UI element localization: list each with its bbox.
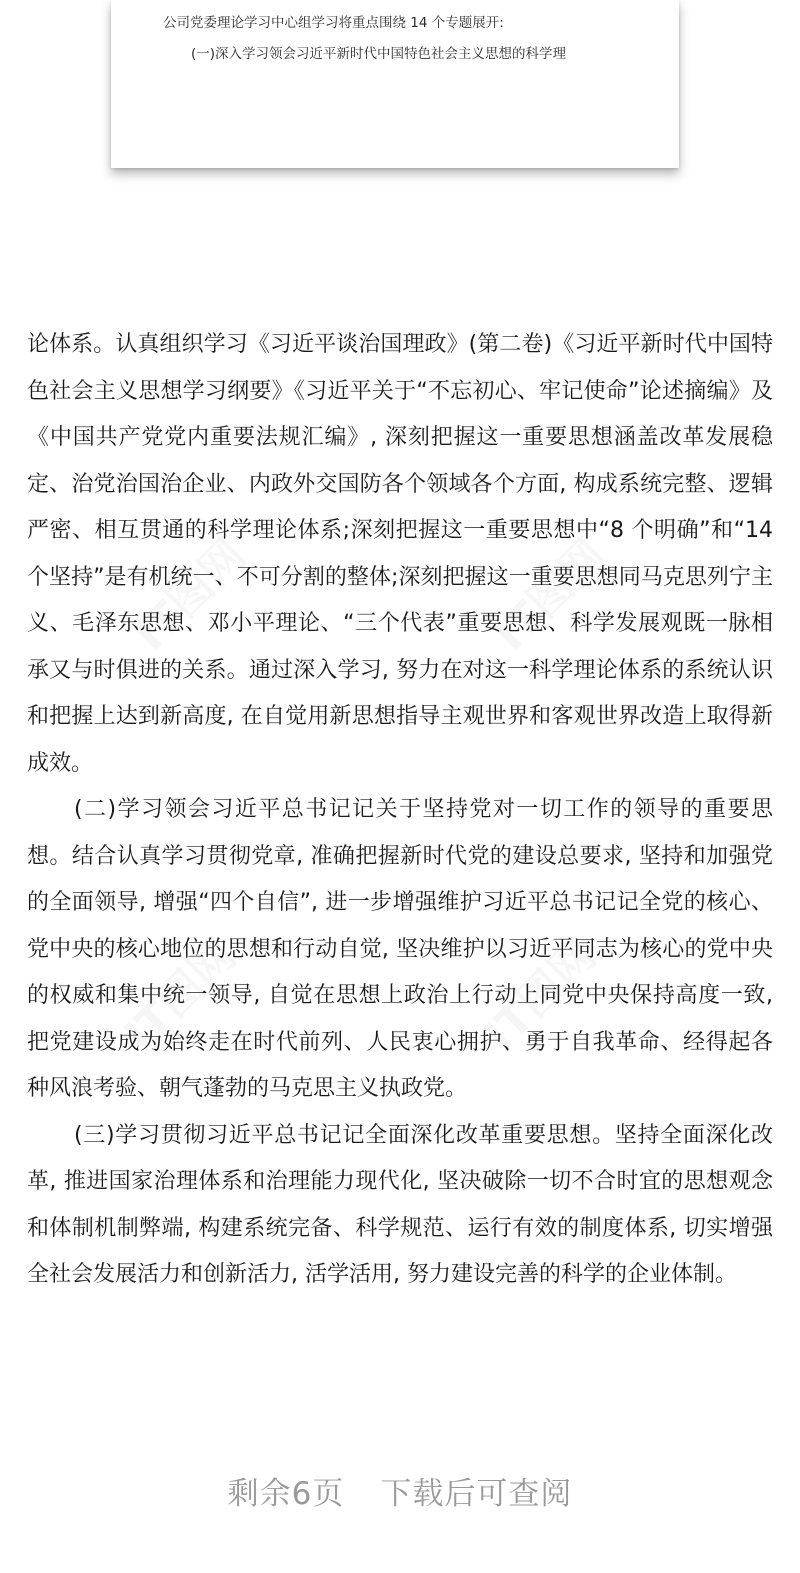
remaining-pages-label: 剩余6页	[227, 1475, 345, 1512]
preview-page-card	[111, 0, 679, 168]
preview-line-1: 公司党委理论学习中心组学习将重点围绕 14 个专题展开:	[163, 15, 504, 31]
download-to-view-link[interactable]: 下载后可查阅	[380, 1475, 573, 1512]
paragraph-2: (二)学习领会习近平总书记记关于坚持党对一切工作的领导的重要思想。结合认真学习贯彻党章, 准确把握新时代党的建设总要求, 坚持和加强党的全面领导, 增强“四个自信”, 进一步增强维护习近平总书记记全党的核心、党中央的核心地位的思想和行动自觉, 坚决维护以习近平同志为核心的党中央的权威和集中统一领导, 自觉在思想上政治上行动上同党中央保持高度一致, 把党建设成为始终走在时代前列、人民衷心拥护、勇于自我革命、经得起各种风浪考验、朝气蓬勃的马克思主义执政党。	[27, 797, 773, 1101]
paragraph-1: 论体系。认真组织学习《习近平谈治国理政》(第二卷)《习近平新时代中国特色社会主义思想学习纲要》《习近平关于“不忘初心、牢记使命”论述摘编》及《中国共产党党内重要法规汇编》, 深刻把握这一重要思想涵盖改革发展稳定、治党治国治企业、内政外交国防各个领域各个方面, 构成系统完整、逻辑严密、相互贯通的科学理论体系;深刻把握这一重要思想中“8 个明确”和“14 个坚持”是有机统一、不可分割的整体;深刻把握这一重要思想同马克思列宁主义、毛泽东思想、邓小平理论、“三个代表”重要思想、科学发展观既一脉相承又与时俱进的关系。通过深入学习, 努力在对这一科学理论体系的系统认识和把握上达到新高度, 在自觉用新思想指导主观世界和客观世界改造上取得新成效。	[27, 332, 773, 776]
preview-line-2: (一)深入学习领会习近平新时代中国特色社会主义思想的科学理	[191, 46, 567, 62]
paragraph-3: (三)学习贯彻习近平总书记记全面深化改革重要思想。坚持全面深化改革, 推进国家治理体系和治理能力现代化, 坚决破除一切不合时宜的思想观念和体制机制弊端, 构建系统完备、科学规范、运行有效的制度体系, 切实增强全社会发展活力和创新活力, 活学活用, 努力建设完善的科学的企业体制。	[27, 1122, 773, 1287]
document-body	[27, 322, 773, 1299]
download-prompt-bar[interactable]	[0, 1460, 800, 1520]
